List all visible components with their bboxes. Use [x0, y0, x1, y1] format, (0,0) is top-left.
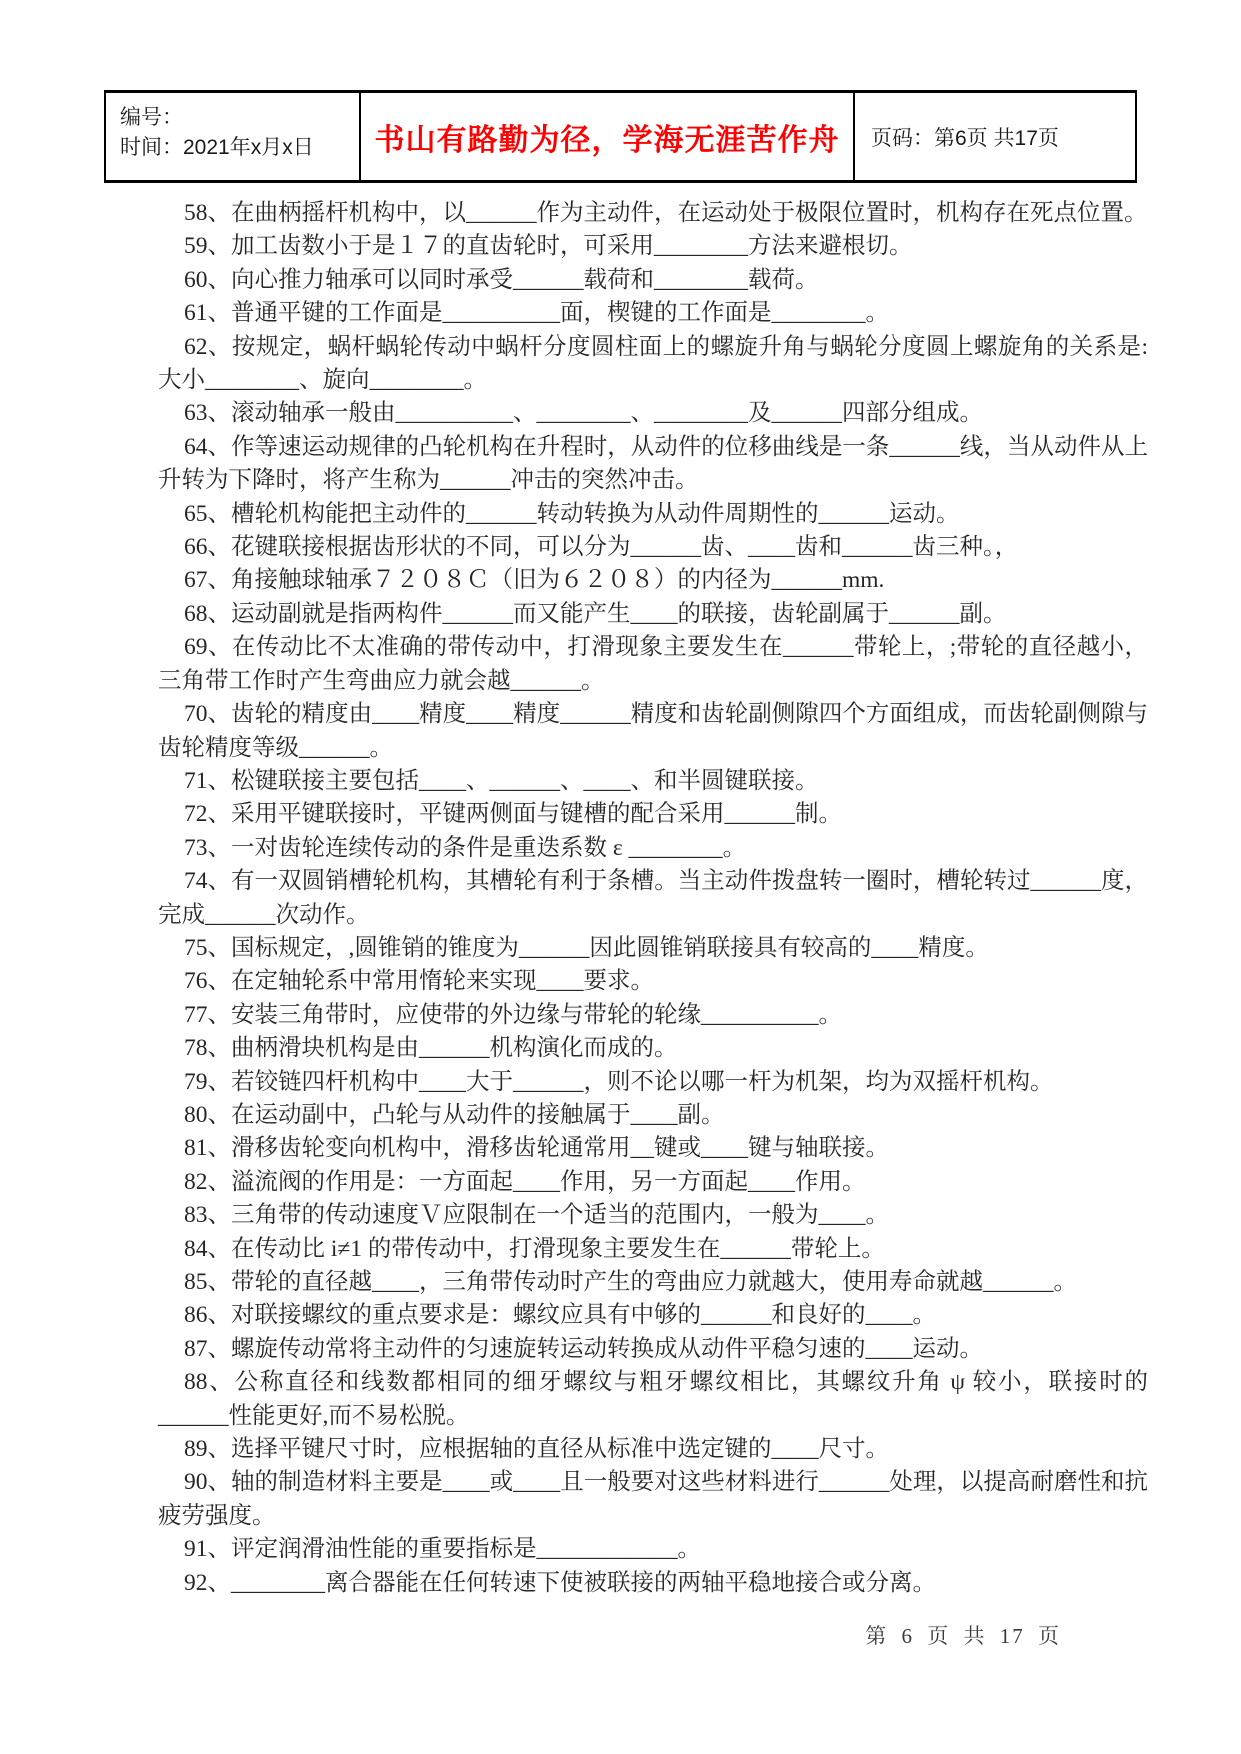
question-item-69 — [158, 631, 1148, 698]
question-item-63 — [158, 397, 1148, 430]
question-item-78 — [158, 1032, 1148, 1065]
question-text: 国标规定，,圆锥销的锥度为______因此圆锥销联接具有较高的____精度。 — [231, 934, 989, 961]
question-item-58 — [158, 197, 1148, 230]
question-item-62 — [158, 331, 1148, 398]
question-text: 槽轮机构能把主动件的______转动转换为从动件周期性的______运动。 — [231, 500, 960, 527]
question-item-80 — [158, 1099, 1148, 1132]
question-number: 72、 — [184, 801, 231, 828]
question-item-91 — [158, 1533, 1148, 1566]
question-number: 85、 — [184, 1269, 231, 1295]
question-text: 采用平键联接时，平键两侧面与键槽的配合采用______制。 — [231, 801, 842, 828]
question-number: 76、 — [184, 968, 231, 995]
question-text: 运动副就是指两构件______而又能产生____的联接，齿轮副属于______副。 — [231, 600, 1007, 627]
question-number: 87、 — [184, 1335, 231, 1362]
motto-text: 书山有路勤为径，学海无涯苦作舟 — [374, 123, 840, 157]
question-text: 选择平键尺寸时，应根据轴的直径从标准中选定键的____尺寸。 — [231, 1436, 889, 1463]
question-text: 齿轮的精度由____精度____精度______精度和齿轮副侧隙四个方面组成，而齿轮副侧隙与齿轮精度等级______。 — [158, 701, 1149, 761]
question-number: 67、 — [184, 567, 231, 594]
question-list — [158, 197, 1148, 1600]
document-number-label: 编号： — [120, 106, 183, 129]
question-item-75 — [158, 932, 1148, 965]
question-number: 89、 — [184, 1436, 231, 1463]
question-number: 81、 — [184, 1135, 231, 1162]
question-text: 作等速运动规律的凸轮机构在升程时，从动件的位移曲线是一条______线，当从动件从上升转为下降时，将产生称为______冲击的突然冲击。 — [158, 433, 1149, 494]
question-item-85 — [158, 1266, 1148, 1299]
question-text: 溢流阀的作用是：一方面起____作用，另一方面起____作用。 — [231, 1168, 866, 1195]
question-text: 带轮的直径越____，三角带传动时产生的弯曲应力就越大，使用寿命就越______。 — [231, 1269, 1077, 1295]
question-number: 83、 — [184, 1202, 231, 1229]
question-number: 88、 — [184, 1369, 235, 1396]
question-text: 轴的制造材料主要是____或____且一般要对这些材料进行______处理，以提高耐磨性和抗疲劳强度。 — [158, 1469, 1149, 1529]
question-item-84 — [158, 1233, 1148, 1266]
question-number: 75、 — [184, 934, 231, 961]
question-number: 66、 — [184, 534, 231, 561]
question-text: 按规定，蜗杆蜗轮传动中蜗杆分度圆柱面上的螺旋升角与蜗轮分度圆上螺旋角的关系是:大小________、旋向________。 — [158, 333, 1148, 394]
question-text: 对联接螺纹的重点要求是：螺纹应具有中够的______和良好的____。 — [231, 1302, 936, 1329]
question-number: 65、 — [184, 500, 231, 527]
question-number: 90、 — [184, 1469, 232, 1496]
question-number: 80、 — [184, 1101, 231, 1128]
question-number: 70、 — [184, 701, 232, 728]
question-number: 86、 — [184, 1302, 231, 1329]
question-number: 58、 — [184, 200, 231, 226]
question-text: 一对齿轮连续传动的条件是重迭系数 ε ________。 — [231, 834, 747, 861]
question-number: 62、 — [184, 333, 232, 360]
question-number: 91、 — [184, 1536, 231, 1563]
question-number: 78、 — [184, 1035, 231, 1062]
question-text: 曲柄滑块机构是由______机构演化而成的。 — [231, 1035, 678, 1062]
question-text: 角接触球轴承７２０８Ｃ（旧为６２０８）的内径为______mm. — [231, 567, 885, 594]
question-text: 花键联接根据齿形状的不同，可以分为______齿、____齿和______齿三种。， — [231, 534, 1019, 561]
question-item-86 — [158, 1299, 1148, 1332]
question-item-70 — [158, 698, 1148, 765]
question-item-81 — [158, 1132, 1148, 1165]
question-number: 63、 — [184, 400, 231, 427]
footer-page-info: 第 6 页 共 17 页 — [865, 1624, 1061, 1648]
question-number: 82、 — [184, 1168, 231, 1195]
header-page-cell — [855, 93, 1135, 180]
question-item-76 — [158, 965, 1148, 998]
question-text: 在传动比不太准确的带传动中，打滑现象主要发生在______带轮上，;带轮的直径越小，三角带工作时产生弯曲应力就会越______。 — [158, 634, 1148, 694]
question-item-64 — [158, 431, 1148, 498]
question-text: 三角带的传动速度Ｖ应限制在一个适当的范围内，一般为____。 — [231, 1202, 889, 1229]
question-number: 92、 — [184, 1569, 231, 1596]
question-item-65 — [158, 498, 1148, 531]
question-item-89 — [158, 1433, 1148, 1466]
question-text: 普通平键的工作面是__________面，楔键的工作面是________。 — [231, 300, 889, 327]
question-number: 64、 — [184, 433, 232, 460]
question-item-67 — [158, 564, 1148, 597]
question-text: 在传动比 i≠1 的带传动中，打滑现象主要发生在______带轮上。 — [231, 1235, 885, 1262]
question-text: 加工齿数小于是１７的直齿轮时，可采用________方法来避根切。 — [231, 233, 913, 260]
document-time-label: 时间：2021年x月x日 — [120, 136, 314, 159]
question-number: 61、 — [184, 300, 231, 327]
question-item-82 — [158, 1166, 1148, 1199]
question-text: 在运动副中，凸轮与从动件的接触属于____副。 — [231, 1101, 725, 1128]
question-text: 安装三角带时，应使带的外边缘与带轮的轮缘__________。 — [231, 1001, 842, 1028]
question-number: 71、 — [184, 767, 231, 794]
question-number: 74、 — [184, 868, 232, 895]
page-number-label: 页码：第6页 共17页 — [871, 126, 1059, 150]
question-text: 滑移齿轮变向机构中，滑移齿轮通常用__键或____键与轴联接。 — [231, 1135, 889, 1162]
question-text: 向心推力轴承可以同时承受______载荷和________载荷。 — [231, 266, 819, 293]
question-item-83 — [158, 1199, 1148, 1232]
question-text: 有一双圆销槽轮机构，其槽轮有利于条槽。当主动件拨盘转一圈时，槽轮转过______度，完成______次动作。 — [158, 868, 1149, 928]
page-header-table — [104, 90, 1137, 183]
question-text: 在曲柄摇杆机构中，以______作为主动件，在运动处于极限位置时，机构存在死点位置。 — [231, 200, 1148, 226]
question-text: 在定轴轮系中常用惰轮来实现____要求。 — [231, 968, 654, 995]
question-number: 79、 — [184, 1068, 231, 1095]
question-text: 螺旋传动常将主动件的匀速旋转运动转换成从动件平稳匀速的____运动。 — [231, 1335, 983, 1362]
question-item-73 — [158, 832, 1148, 865]
question-item-77 — [158, 999, 1148, 1032]
question-number: 73、 — [184, 834, 231, 861]
question-item-72 — [158, 798, 1148, 831]
question-item-88 — [158, 1366, 1148, 1433]
question-number: 68、 — [184, 600, 231, 627]
question-text: 松键联接主要包括____、______、____、和半圆键联接。 — [231, 767, 819, 794]
question-item-59 — [158, 230, 1148, 263]
question-item-68 — [158, 598, 1148, 631]
question-item-61 — [158, 297, 1148, 330]
question-item-66 — [158, 531, 1148, 564]
question-number: 59、 — [184, 233, 231, 260]
header-meta-cell — [106, 93, 361, 180]
question-text: 公称直径和线数都相同的细牙螺纹与粗牙螺纹相比，其螺纹升角 ψ 较小，联接时的______性能更好,而不易松脱。 — [158, 1369, 1149, 1429]
question-text: 滚动轴承一般由__________、________、________及______四部分组成。 — [231, 400, 983, 427]
question-item-74 — [158, 865, 1148, 932]
question-number: 77、 — [184, 1001, 231, 1028]
question-number: 60、 — [184, 266, 231, 293]
question-item-90 — [158, 1466, 1148, 1533]
question-item-79 — [158, 1066, 1148, 1099]
question-number: 69、 — [184, 634, 232, 661]
question-number: 84、 — [184, 1235, 231, 1262]
question-item-92 — [158, 1567, 1148, 1600]
header-motto-cell — [361, 93, 855, 180]
question-text: 评定润滑油性能的重要指标是____________。 — [231, 1536, 701, 1563]
question-text: ________离合器能在任何转速下使被联接的两轴平稳地接合或分离。 — [231, 1569, 936, 1596]
question-text: 若铰链四杆机构中____大于______，则不论以哪一杆为机架，均为双摇杆机构。 — [231, 1068, 1054, 1095]
question-item-71 — [158, 765, 1148, 798]
question-item-60 — [158, 264, 1148, 297]
question-item-87 — [158, 1333, 1148, 1366]
